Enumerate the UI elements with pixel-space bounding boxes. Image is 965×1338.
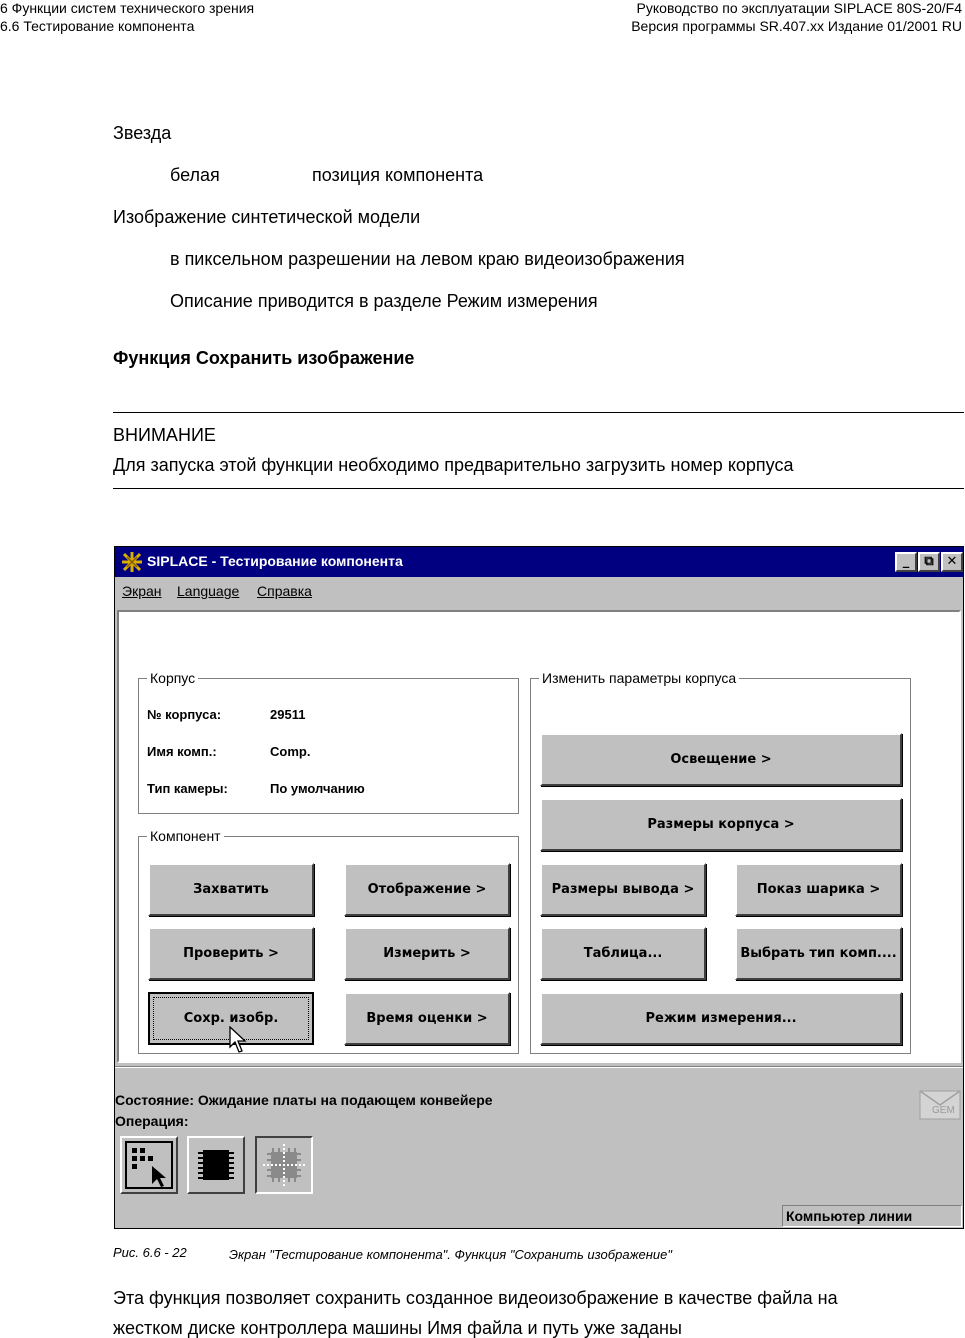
minimize-button[interactable]: _ xyxy=(895,552,917,572)
change-params-legend: Изменить параметры корпуса xyxy=(539,670,739,686)
menu-language[interactable]: Language xyxy=(177,583,240,599)
figure-caption: Экран "Тестирование компонента". Функция "Сохранить изображение" xyxy=(229,1247,672,1262)
star-label: Звезда xyxy=(113,123,172,143)
tool-component-ic[interactable] xyxy=(187,1136,245,1194)
status-bar xyxy=(115,1202,963,1229)
star-color: белая xyxy=(170,165,220,185)
footer-text-line2: жестком диске контроллера машины Имя файла и путь уже заданы xyxy=(113,1318,682,1338)
check-button[interactable]: Проверить > xyxy=(148,927,314,980)
main-panel xyxy=(117,610,961,1063)
housing-number-value: 29511 xyxy=(270,707,306,722)
component-name-value: Comp. xyxy=(270,744,311,759)
mouse-cursor-icon xyxy=(229,1026,247,1054)
status-label: Состояние: xyxy=(115,1092,194,1108)
notice-title: ВНИМАНИЕ xyxy=(113,425,216,445)
window-title: SIPLACE - Тестирование компонента xyxy=(147,553,403,569)
select-component-type-button[interactable]: Выбрать тип комп.... xyxy=(735,927,902,980)
menu-screen[interactable]: Экран xyxy=(122,583,162,599)
lead-size-button[interactable]: Размеры вывода > xyxy=(540,863,706,916)
mail-icon-label: GEM xyxy=(932,1105,955,1116)
notice-text: Для запуска этой функции необходимо предварительно загрузить номер корпуса xyxy=(113,455,794,475)
display-button[interactable]: Отображение > xyxy=(344,863,510,916)
tool-component-pattern[interactable] xyxy=(255,1136,313,1194)
select-grid-pointer-icon xyxy=(122,1138,176,1192)
status-text: Ожидание платы на подающем конвейере xyxy=(197,1092,493,1108)
ball-display-button[interactable]: Показ шарика > xyxy=(735,863,902,916)
housing-size-button[interactable]: Размеры корпуса > xyxy=(540,798,902,851)
lighting-button[interactable]: Освещение > xyxy=(540,733,902,786)
siplace-app-icon xyxy=(121,551,143,573)
housing-group xyxy=(138,670,519,814)
synth-model-desc: в пиксельном разрешении на левом краю видеоизображения xyxy=(170,249,685,269)
housing-group-legend: Корпус xyxy=(147,670,198,686)
title-bar xyxy=(115,547,963,577)
capture-button[interactable]: Захватить xyxy=(148,863,314,916)
header-version: Версия программы SR.407.xx Издание 01/2001 RU xyxy=(631,18,962,34)
measurement-mode-button[interactable]: Режим измерения... xyxy=(540,992,902,1045)
mail-icon[interactable] xyxy=(918,1085,962,1123)
save-image-button[interactable]: Сохр. изобр. xyxy=(148,992,314,1045)
synth-model-label: Изображение синтетической модели xyxy=(113,207,421,227)
app-window xyxy=(114,546,964,1229)
camera-type-value: По умолчанию xyxy=(270,781,365,796)
function-heading: Функция Сохранить изображение xyxy=(113,348,415,368)
header-subsection-title: 6.6 Тестирование компонента xyxy=(0,18,195,34)
star-meaning: позиция компонента xyxy=(312,165,484,185)
camera-type-label: Тип камеры: xyxy=(147,781,228,796)
component-group-legend: Компонент xyxy=(147,828,224,844)
restore-button[interactable]: ⧉ xyxy=(918,552,940,572)
tool-select[interactable] xyxy=(120,1136,178,1194)
measure-button[interactable]: Измерить > xyxy=(344,927,510,980)
menu-bar xyxy=(115,577,963,605)
notice-top-rule xyxy=(113,412,964,413)
component-name-label: Имя комп.: xyxy=(147,744,217,759)
status-separator xyxy=(115,1066,963,1068)
housing-number-label: № корпуса: xyxy=(147,707,222,722)
header-section-title: 6 Функции систем технического зрения xyxy=(0,0,255,16)
component-pattern-icon xyxy=(257,1138,311,1192)
statusbar-line-computer: Компьютер линии xyxy=(782,1205,962,1227)
evaluation-time-button[interactable]: Время оценки > xyxy=(344,992,510,1045)
notice-bottom-rule xyxy=(113,488,964,489)
table-button[interactable]: Таблица... xyxy=(540,927,706,980)
synth-model-ref: Описание приводится в разделе Режим измерения xyxy=(170,291,598,311)
close-button[interactable]: ✕ xyxy=(941,552,963,572)
status-line xyxy=(115,1092,493,1108)
footer-text-line1: Эта функция позволяет сохранить созданное видеоизображение в качестве файла на xyxy=(113,1288,838,1308)
operation-label: Операция: xyxy=(115,1113,189,1129)
menu-help[interactable]: Справка xyxy=(257,583,312,599)
envelope-icon xyxy=(918,1085,962,1123)
header-manual-title: Руководство по эксплуатации SIPLACE 80S-20/F4 xyxy=(636,0,962,16)
ic-chip-icon xyxy=(189,1138,243,1192)
figure-number: Рис. 6.6 - 22 xyxy=(113,1245,187,1260)
